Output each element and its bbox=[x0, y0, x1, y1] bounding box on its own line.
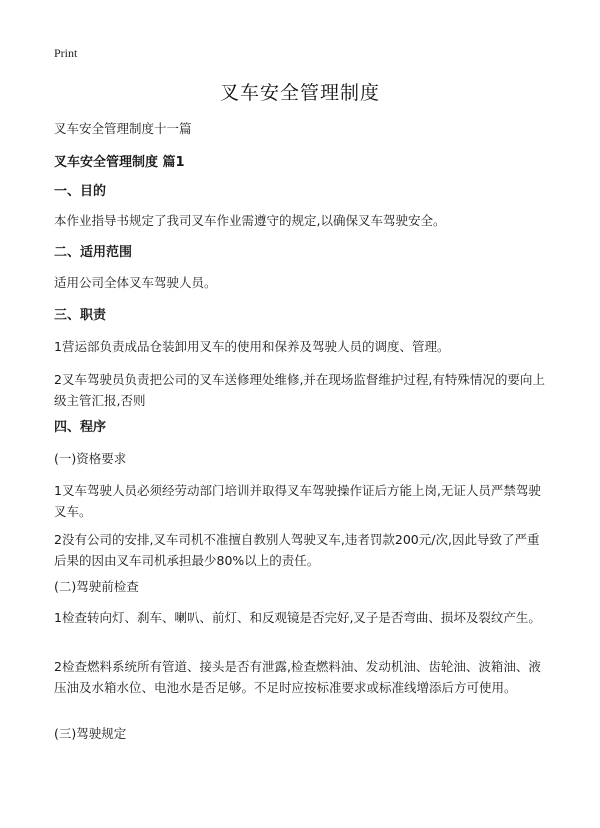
section-text-purpose: 本作业指导书规定了我司叉车作业需遵守的规定,以确保叉车驾驶安全。 bbox=[54, 213, 446, 228]
pre-drive-item-2: 2检查燃料系统所有管道、接头是否有泄露,检查燃料油、发动机油、齿轮油、波箱油、液压油及水箱水位、电池水是否足够。不足时应按标准要求或标准线增添后方可使用。 bbox=[54, 659, 541, 695]
subsection-heading-qualification: (一)资格要求 bbox=[54, 451, 127, 466]
section-heading-procedure: 四、程序 bbox=[54, 420, 107, 435]
pre-drive-item-1: 1检查转向灯、刹车、喇叭、前灯、和反观镜是否完好,叉子是否弯曲、损坏及裂纹产生。 bbox=[54, 610, 541, 625]
section-heading-purpose: 一、目的 bbox=[54, 184, 107, 199]
qualification-item-1: 1叉车驾驶人员必须经劳动部门培训并取得叉车驾驶操作证后方能上岗,无证人员严禁驾驶叉车。 bbox=[54, 483, 541, 519]
section-text-scope: 适用公司全体叉车驾驶人员。 bbox=[54, 275, 217, 290]
subsection-heading-driving-rules: (三)驾驶规定 bbox=[54, 726, 127, 741]
document-subtitle: 叉车安全管理制度十一篇 bbox=[54, 121, 192, 136]
subsection-heading-pre-drive: (二)驾驶前检查 bbox=[54, 579, 139, 594]
section-heading-duties: 三、职责 bbox=[54, 308, 107, 323]
article-heading: 叉车安全管理制度 篇1 bbox=[54, 155, 185, 170]
qualification-item-2: 2没有公司的安排,叉车司机不准擅自教别人驾驶叉车,违者罚款200元/次,因此导致了严重后果的因由叉车司机承担最少80%以上的责任。 bbox=[54, 532, 540, 568]
section-heading-scope: 二、适用范围 bbox=[54, 245, 133, 260]
print-label[interactable]: Print bbox=[54, 46, 78, 60]
duties-item-1: 1营运部负责成品仓装卸用叉车的使用和保养及驾驶人员的调度、管理。 bbox=[54, 339, 450, 354]
page-title: 叉车安全管理制度 bbox=[219, 82, 380, 104]
duties-item-2: 2叉车驾驶员负责把公司的叉车送修理处维修,并在现场监督维护过程,有特殊情况的要向上级主管汇报,否则 bbox=[54, 372, 545, 408]
